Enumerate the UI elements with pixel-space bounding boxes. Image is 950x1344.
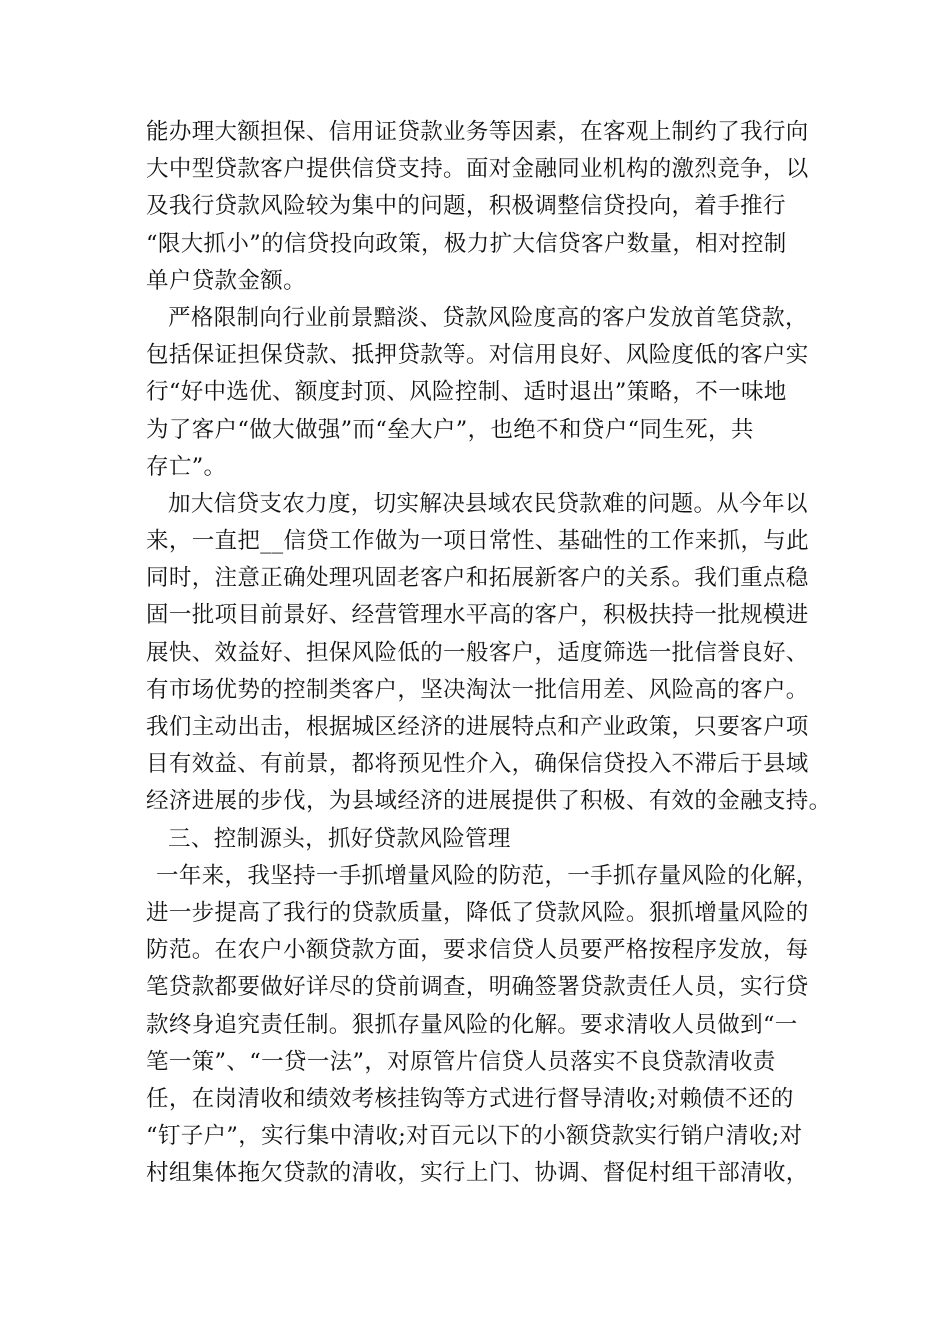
text-line: 任，在岗清收和绩效考核挂钩等方式进行督导清收;对赖债不还的 (146, 1085, 794, 1112)
section-heading: 三、控制源头，抓好贷款风险管理 (168, 825, 511, 852)
text-line: 有市场优势的控制类客户，坚决淘汰一批信用差、风险高的客户。 (146, 676, 809, 703)
paragraph-start-line: 严格限制向行业前景黯淡、贷款风险度高的客户发放首笔贷款， (168, 304, 808, 331)
body-text (146, 114, 832, 1192)
text-line: 单户贷款金额。 (146, 267, 306, 294)
text-line: 行“好中选优、额度封顶、风险控制、适时退出”策略，不一味地 (146, 379, 787, 406)
text-line: 村组集体拖欠贷款的清收，实行上门、协调、督促村组干部清收， (146, 1160, 809, 1187)
text-line: 为了客户“做大做强”而“垒大户”，也绝不和贷户“同生死，共 (146, 416, 754, 443)
text-line: 目有效益、有前景，都将预见性介入，确保信贷投入不滞后于县域 (146, 751, 809, 778)
text-line: 同时，注意正确处理巩固老客户和拓展新客户的关系。我们重点稳 (146, 565, 809, 592)
text-line: “限大抓小”的信贷投向政策，极力扩大信贷客户数量，相对控制 (146, 230, 787, 257)
text-line: 大中型贷款客户提供信贷支持。面对金融同业机构的激烈竞争，以 (146, 156, 809, 183)
text-line: 笔贷款都要做好详尽的贷前调查，明确签署贷款责任人员，实行贷 (146, 974, 809, 1001)
text-line: 展快、效益好、担保风险低的一般客户，适度筛选一批信誉良好、 (146, 639, 809, 666)
text-line: 存亡”。 (146, 453, 227, 480)
text-line: “钉子户”，实行集中清收;对百元以下的小额贷款实行销户清收;对 (146, 1123, 803, 1150)
text-line: 能办理大额担保、信用证贷款业务等因素，在客观上制约了我行向 (146, 119, 809, 145)
text-line: 笔一策”、“一贷一法”，对原管片信贷人员落实不良贷款清收责 (146, 1048, 776, 1075)
text-line: 包括保证担保贷款、抵押贷款等。对信用良好、风险度低的客户实 (146, 342, 809, 369)
paragraph-start-line: 加大信贷支农力度，切实解决县域农民贷款难的问题。从今年以 (168, 490, 808, 517)
text-line: 我们主动出击，根据城区经济的进展特点和产业政策，只要客户项 (146, 714, 809, 740)
text-line: 经济进展的步伐，为县域经济的进展提供了积极、有效的金融支持。 (146, 788, 832, 815)
text-line: 款终身追究责任制。狠抓存量风险的化解。要求清收人员做到“一 (146, 1011, 798, 1038)
text-line: 及我行贷款风险较为集中的问题，积极调整信贷投向，着手推行 (146, 193, 786, 220)
text-line: 来，一直把__信贷工作做为一项日常性、基础性的工作来抓，与此 (146, 528, 810, 555)
text-line: 进一步提高了我行的贷款质量，降低了贷款风险。狠抓增量风险的 (146, 899, 809, 926)
paragraph-start-line: 一年来，我坚持一手抓增量风险的防范，一手抓存量风险的化解， (156, 862, 819, 889)
text-line: 防范。在农户小额贷款方面，要求信贷人员要严格按程序发放，每 (146, 937, 809, 964)
text-line: 固一批项目前景好、经营管理水平高的客户，积极扶持一批规模进 (146, 602, 809, 629)
